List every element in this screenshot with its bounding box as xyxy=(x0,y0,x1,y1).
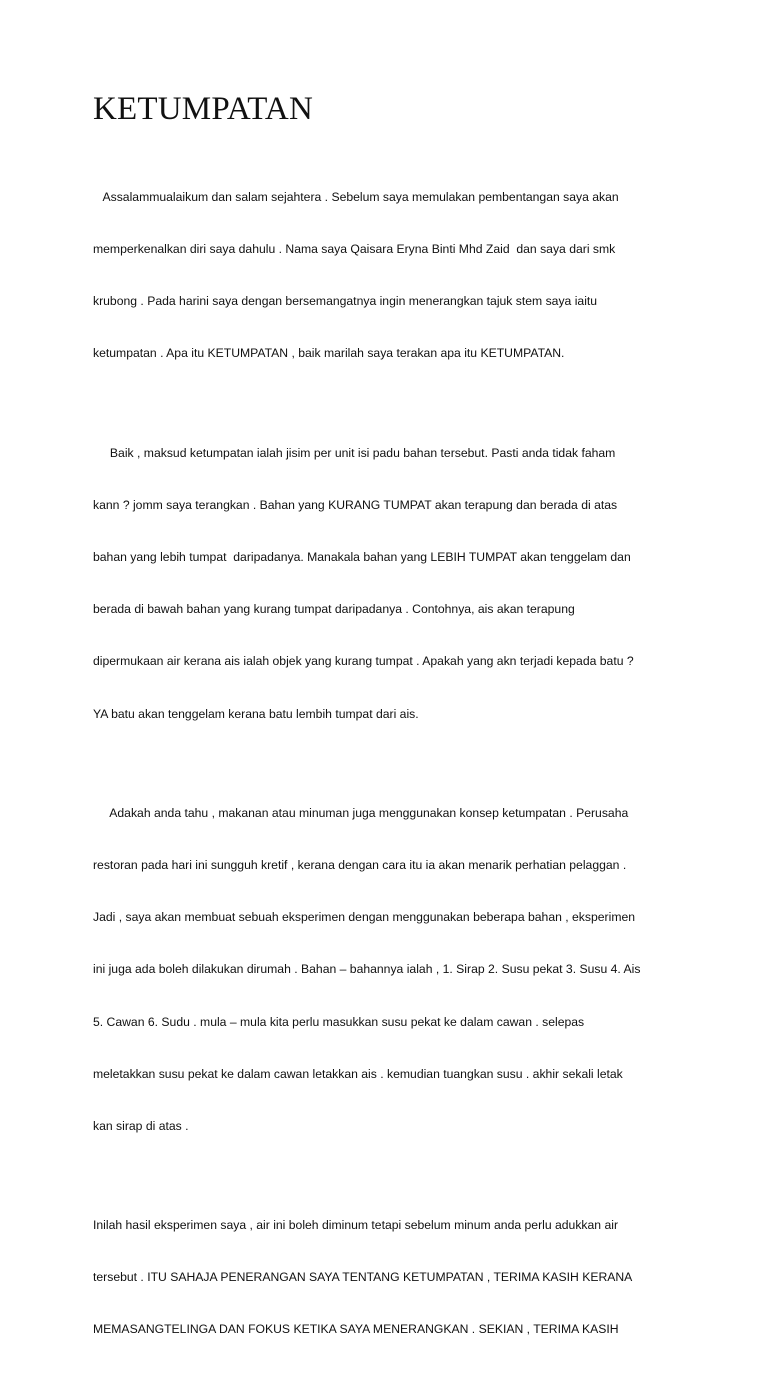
text-line: YA batu akan tenggelam kerana batu lembih tumpat dari ais. xyxy=(93,706,419,721)
paragraph-intro xyxy=(93,154,685,398)
text-line: berada di bawah bahan yang kurang tumpat daripadanya . Contohnya, ais akan terapung xyxy=(93,602,575,617)
text-line: restoran pada hari ini sungguh kretif , kerana dengan cara itu ia akan menarik perhatian pelaggan . xyxy=(93,857,627,872)
page-title: KETUMPATAN xyxy=(93,91,313,127)
text-line: meletakkan susu pekat ke dalam cawan letakkan ais . kemudian tuangkan susu . akhir sekali letak xyxy=(93,1066,623,1081)
text-line: Adakah anda tahu , makanan atau minuman juga menggunakan konsep ketumpatan . Perusaha xyxy=(93,805,629,820)
text-line: kan sirap di atas . xyxy=(93,1118,189,1133)
text-line: Inilah hasil eksperimen saya , air ini boleh diminum tetapi sebelum minum anda perlu adukkan air xyxy=(93,1217,619,1232)
text-line: krubong . Pada harini saya dengan bersemangatnya ingin menerangkan tajuk stem saya iaitu xyxy=(93,294,598,309)
paragraph-definition xyxy=(93,410,685,758)
text-line: tersebut . ITU SAHAJA PENERANGAN SAYA TENTANG KETUMPATAN , TERIMA KASIH KERANA xyxy=(93,1270,633,1285)
paragraph-closing xyxy=(93,1182,685,1373)
text-line: dipermukaan air kerana ais ialah objek yang kurang tumpat . Apakah yang akn terjadi kepada batu ? xyxy=(93,654,634,669)
text-line: memperkenalkan diri saya dahulu . Nama saya Qaisara Eryna Binti Mhd Zaid dan saya dari smk xyxy=(93,242,616,257)
text-line: Assalammualaikum dan salam sejahtera . Sebelum saya memulakan pembentangan saya akan xyxy=(93,189,619,204)
text-line: 5. Cawan 6. Sudu . mula – mula kita perlu masukkan susu pekat ke dalam cawan . selepas xyxy=(93,1014,585,1029)
text-line: kann ? jomm saya terangkan . Bahan yang KURANG TUMPAT akan terapung dan berada di atas xyxy=(93,497,618,512)
text-line: bahan yang lebih tumpat daripadanya. Manakala bahan yang LEBIH TUMPAT akan tenggelam dan xyxy=(93,549,631,564)
text-line: Jadi , saya akan membuat sebuah eksperimen dengan menggunakan beberapa bahan , eksperimen xyxy=(93,910,636,925)
text-line: ini juga ada boleh dilakukan dirumah . Bahan – bahannya ialah , 1. Sirap 2. Susu pekat 3. Susu 4. Ais xyxy=(93,962,641,977)
document-body xyxy=(93,154,685,1386)
text-line: Baik , maksud ketumpatan ialah jisim per unit isi padu bahan tersebut. Pasti anda tidak faham xyxy=(93,445,616,460)
text-line: MEMASANGTELINGA DAN FOKUS KETIKA SAYA MENERANGKAN . SEKIAN , TERIMA KASIH xyxy=(93,1322,619,1337)
text-line: ketumpatan . Apa itu KETUMPATAN , baik marilah saya terakan apa itu KETUMPATAN. xyxy=(93,346,565,361)
paragraph-experiment xyxy=(93,770,685,1170)
